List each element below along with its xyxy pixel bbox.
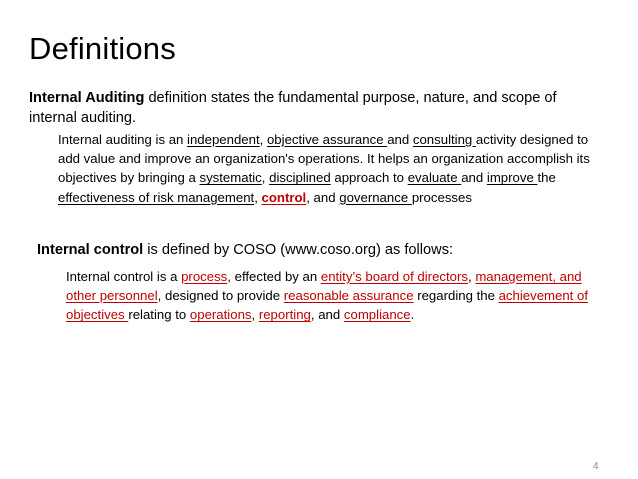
text-run: , bbox=[467, 269, 476, 284]
text-run: and bbox=[461, 170, 487, 186]
term-control: control bbox=[261, 189, 307, 205]
text-run: . bbox=[410, 307, 415, 323]
term-consulting: consulting bbox=[412, 132, 476, 147]
term-disciplined: disciplined bbox=[269, 170, 331, 186]
text-run: activity designed to add value and improve an organization's operations. It helps an organization accomplish its objectives by bringing a bbox=[58, 132, 590, 186]
term-process: process bbox=[181, 269, 228, 284]
page-number: 4 bbox=[593, 461, 599, 472]
text-run: , bbox=[254, 189, 262, 205]
text-run: , and bbox=[306, 189, 340, 205]
text-run: , and bbox=[310, 307, 344, 323]
text-run: , bbox=[251, 307, 259, 323]
term-improve: improve bbox=[486, 170, 538, 186]
term-evaluate: evaluate bbox=[407, 170, 462, 186]
text-run: the bbox=[537, 170, 556, 186]
term-board-of-directors: entity’s board of directors bbox=[320, 269, 468, 284]
internal-auditing-intro bbox=[29, 88, 589, 128]
term-independent: independent bbox=[187, 132, 260, 147]
term-reporting: reporting bbox=[258, 307, 311, 323]
term-systematic: systematic bbox=[199, 170, 262, 186]
internal-control-definition bbox=[66, 267, 596, 325]
text-run: , effected by an bbox=[227, 269, 321, 284]
text-run: , designed to provide bbox=[157, 288, 284, 304]
term-objective-assurance: objective assurance bbox=[266, 132, 388, 147]
internal-control-term: Internal control bbox=[37, 242, 144, 258]
term-achievement-of-objectives: achievement of objectives bbox=[66, 288, 589, 323]
internal-control-intro-text: is defined by COSO (www.coso.org) as follows: bbox=[143, 242, 454, 258]
text-run: Internal auditing is an bbox=[58, 132, 188, 147]
internal-auditing-definition bbox=[58, 130, 598, 207]
text-run: processes bbox=[411, 189, 472, 205]
text-run: Internal control is a bbox=[66, 269, 182, 284]
internal-auditing-term: Internal Auditing bbox=[29, 90, 145, 106]
term-governance: governance bbox=[339, 189, 412, 205]
text-run: regarding the bbox=[413, 288, 499, 304]
term-operations: operations bbox=[189, 307, 252, 323]
text-run: approach to bbox=[330, 170, 408, 186]
term-reasonable-assurance: reasonable assurance bbox=[283, 288, 414, 304]
internal-auditing-intro-text: definition states the fundamental purpose, nature, and scope of internal auditing. bbox=[29, 90, 557, 126]
text-run: , bbox=[261, 170, 270, 186]
term-compliance: compliance bbox=[343, 307, 411, 323]
internal-control-intro bbox=[37, 240, 597, 260]
slide-title: Definitions bbox=[29, 31, 176, 66]
term-effectiveness-of-risk-management: effectiveness of risk management bbox=[58, 189, 255, 205]
text-run: relating to bbox=[128, 307, 190, 323]
text-run: , bbox=[259, 132, 267, 147]
term-management-and-personnel: management, and other personnel bbox=[66, 269, 582, 304]
text-run: and bbox=[387, 132, 413, 147]
